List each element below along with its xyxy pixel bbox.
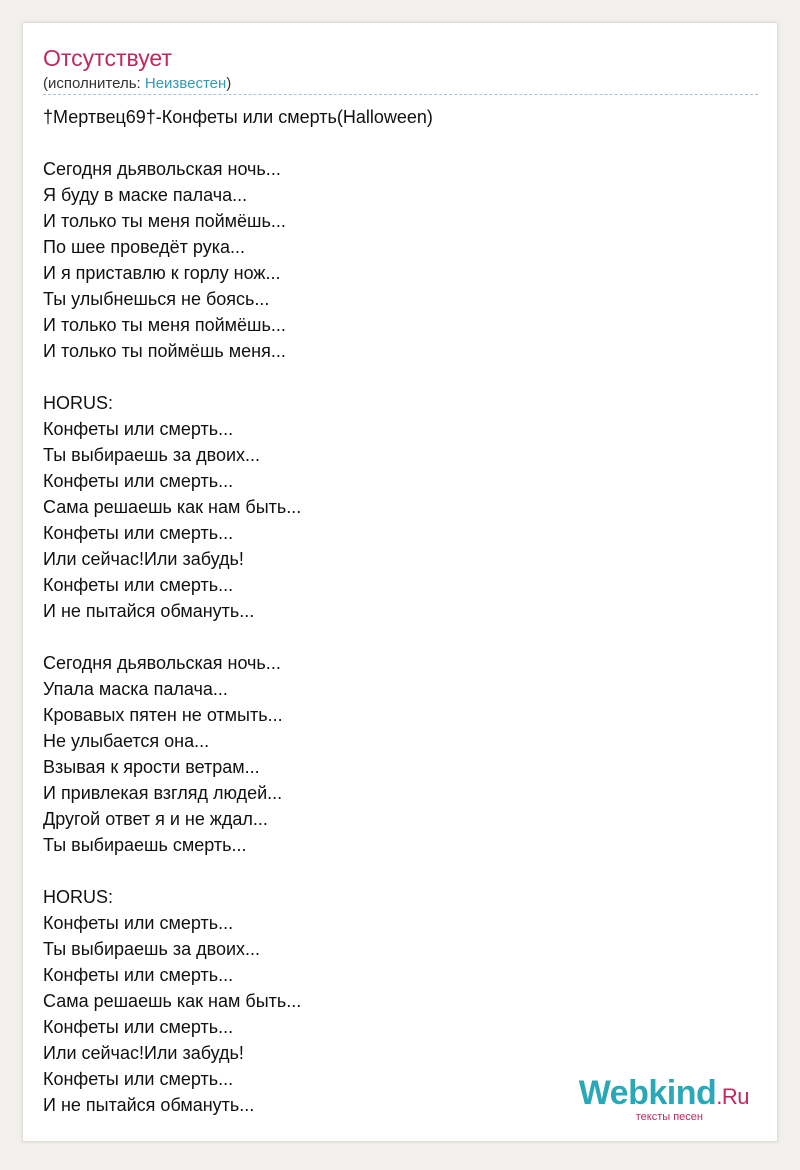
artist-suffix: ) xyxy=(226,75,232,92)
lyric-line: Ты выбираешь смерть... xyxy=(43,835,247,855)
logo-subtitle: тексты песен xyxy=(635,1111,703,1123)
lyric-line: И только ты меня поймёшь... xyxy=(43,315,286,335)
lyric-line: Кровавых пятен не отмыть... xyxy=(43,705,283,725)
lyric-line: Конфеты или смерть... xyxy=(43,471,234,491)
lyric-line: Конфеты или смерть... xyxy=(43,1017,234,1037)
lyric-line: По шее проведёт рука... xyxy=(43,237,246,257)
lyric-line: И привлекая взгляд людей... xyxy=(43,783,283,803)
lyric-line: И не пытайся обмануть... xyxy=(43,1095,255,1115)
lyric-line: Конфеты или смерть... xyxy=(43,965,234,985)
logo-domain-text: .Ru xyxy=(716,1084,749,1109)
lyric-line xyxy=(43,130,758,156)
lyric-line: Сама решаешь как нам быть... xyxy=(43,991,302,1011)
lyric-line: Конфеты или смерть... xyxy=(43,419,234,439)
lyric-line: Конфеты или смерть... xyxy=(43,523,234,543)
lyric-line: †Мертвец69†-Конфеты или смерть(Halloween) xyxy=(43,107,433,127)
lyrics-card xyxy=(22,22,778,1142)
artist-link[interactable]: Неизвестен xyxy=(144,75,227,92)
song-header xyxy=(43,43,758,94)
lyric-line: Сегодня дьявольская ночь... xyxy=(43,653,281,673)
lyric-line: Сама решаешь как нам быть... xyxy=(43,497,302,517)
lyric-line: Или сейчас!Или забудь! xyxy=(43,1043,244,1063)
artist-line xyxy=(43,74,758,94)
lyric-line xyxy=(43,624,758,650)
lyric-line: HORUS: xyxy=(43,887,114,907)
lyrics-text xyxy=(43,104,758,1118)
lyric-line: И только ты поймёшь меня... xyxy=(43,341,286,361)
lyric-line: Конфеты или смерть... xyxy=(43,913,234,933)
lyric-line: Ты улыбнешься не боясь... xyxy=(43,289,270,309)
header-divider xyxy=(43,94,758,95)
lyric-line: И я приставлю к горлу нож... xyxy=(43,263,281,283)
lyric-line: Ты выбираешь за двоих... xyxy=(43,939,261,959)
artist-prefix: (исполнитель: xyxy=(43,75,145,92)
lyric-line: Конфеты или смерть... xyxy=(43,1069,234,1089)
lyric-line: Взывая к ярости ветрам... xyxy=(43,757,260,777)
site-logo[interactable] xyxy=(549,1075,749,1123)
lyric-line: Ты выбираешь за двоих... xyxy=(43,445,261,465)
lyric-line: Другой ответ я и не ждал... xyxy=(43,809,268,829)
lyric-line: HORUS: xyxy=(43,393,114,413)
lyric-line: И только ты меня поймёшь... xyxy=(43,211,286,231)
lyric-line: Не улыбается она... xyxy=(43,731,210,751)
lyric-line xyxy=(43,858,758,884)
lyric-line: Упала маска палача... xyxy=(43,679,228,699)
lyric-line: Я буду в маске палача... xyxy=(43,185,248,205)
lyric-line: Сегодня дьявольская ночь... xyxy=(43,159,281,179)
song-title: Отсутствует xyxy=(43,45,172,71)
logo-main-text: Webkind xyxy=(578,1074,717,1112)
lyric-line: И не пытайся обмануть... xyxy=(43,601,255,621)
lyric-line xyxy=(43,364,758,390)
lyric-line: Или сейчас!Или забудь! xyxy=(43,549,244,569)
lyric-line: Конфеты или смерть... xyxy=(43,575,234,595)
logo-wordmark xyxy=(549,1075,749,1115)
